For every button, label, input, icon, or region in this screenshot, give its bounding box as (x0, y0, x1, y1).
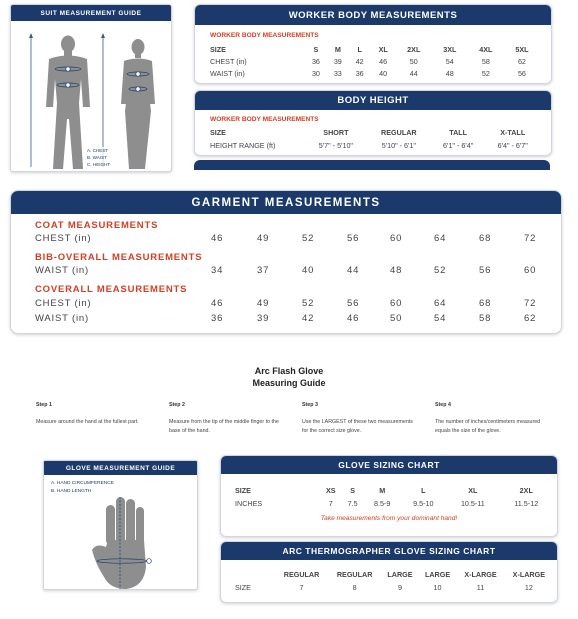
dominant-hand-note: Take measurements from your dominant hand! (320, 515, 458, 522)
chest-row (210, 55, 540, 67)
value-cell: 40 (302, 265, 315, 276)
size-header-row (210, 126, 540, 139)
value-cell: 50 (409, 56, 418, 66)
worker-body-subheader: WORKER BODY MEASUREMENTS (210, 32, 319, 39)
size-header-row (235, 567, 553, 581)
body-height-table (210, 126, 540, 151)
glove-sizing-header: GLOVE SIZING CHART (221, 456, 557, 474)
glove-guide-title-line1: Arc Flash Glove (254, 366, 324, 376)
value-cell: 58 (479, 313, 492, 324)
step-text: Use the LARGEST of these two measurements for the correct size glove. (302, 419, 413, 434)
value-cell: 42 (355, 56, 364, 66)
value-cell: 72 (524, 298, 537, 309)
value-cell: 48 (445, 68, 454, 78)
legend-height: C. HEIGHT (87, 162, 111, 167)
row-label: CHEST (in) (210, 56, 247, 66)
waist-row (210, 67, 540, 79)
thermographer-header: ARC THERMOGRAPHER GLOVE SIZING CHART (221, 542, 557, 560)
step-label: Step 4 (435, 402, 451, 408)
size-cell: L (357, 44, 362, 54)
size-cell: REGULAR (283, 569, 320, 579)
value-cell: 56 (347, 233, 360, 244)
legend-waist: B. WAIST (87, 155, 107, 160)
size-cell: LARGE (424, 569, 451, 579)
coat-chest-row (35, 233, 555, 245)
value-cell: 7.5 (347, 498, 358, 508)
value-cell: 60 (524, 265, 537, 276)
value-cell: 68 (479, 298, 492, 309)
size-cell: 5XL (515, 44, 529, 54)
step-label: Step 2 (169, 402, 185, 408)
size-cell: XS (325, 485, 336, 495)
value-cell: 11 (476, 582, 485, 592)
body-height-header: BODY HEIGHT (195, 91, 551, 110)
value-cell: 39 (257, 313, 270, 324)
step-2 (169, 402, 287, 436)
size-cell: REGULAR (381, 128, 417, 137)
value-cell: 11.5-12 (514, 498, 539, 508)
value-cell: 36 (311, 56, 320, 66)
body-height-card (194, 90, 552, 156)
size-cell: X-TALL (500, 128, 526, 137)
glove-box-legend (51, 480, 114, 496)
value-cell: 9.5-10 (413, 498, 434, 508)
step-label: Step 1 (36, 402, 52, 408)
value-cell: 46 (347, 313, 360, 324)
value-cell: 62 (524, 313, 537, 324)
value-cell: 52 (481, 68, 490, 78)
legend-chest: A. CHEST (87, 148, 109, 153)
value-cell: 5'10" - 6'1" (381, 140, 416, 150)
value-cell: 50 (390, 313, 403, 324)
size-label: SIZE (210, 128, 226, 137)
value-cell: 44 (409, 68, 418, 78)
value-cell: 64 (434, 233, 447, 244)
glove-measurement-guide-title: GLOVE MEASUREMENT GUIDE (44, 461, 197, 475)
glove-measurement-guide-card (43, 460, 198, 590)
coat-section-title: COAT MEASUREMENTS (35, 220, 159, 231)
size-cell: LARGE (387, 569, 413, 579)
value-cell: 6'1" - 6'4" (443, 140, 474, 150)
value-cell: 8.5-9 (373, 498, 391, 508)
step-text: Measure from the tip of the middle finger to the base of the hand. (169, 419, 279, 434)
row-label: WAIST (in) (210, 68, 245, 78)
size-cell: 2XL (519, 485, 533, 495)
size-cell: XL (468, 485, 478, 495)
value-cell: 12 (524, 582, 533, 592)
size-cell: XL (378, 44, 388, 54)
row-label: HEIGHT RANGE (ft) (210, 140, 276, 150)
value-cell: 34 (211, 265, 224, 276)
value-cell: 46 (211, 298, 224, 309)
size-cell: S (313, 44, 319, 54)
worker-body-table (210, 43, 540, 79)
inches-row (235, 497, 553, 509)
value-cell: 46 (379, 56, 388, 66)
row-label: WAIST (in) (35, 265, 89, 276)
step-4 (435, 402, 557, 436)
thermographer-table (235, 567, 553, 593)
value-cell: 49 (257, 233, 270, 244)
value-cell: 30 (311, 68, 320, 78)
value-cell: 60 (390, 233, 403, 244)
value-cell: 64 (434, 298, 447, 309)
size-cell: SHORT (323, 128, 349, 137)
value-cell: 62 (517, 56, 526, 66)
value-cell: 46 (211, 233, 224, 244)
row-label: WAIST (in) (35, 313, 89, 324)
size-cell: M (334, 44, 341, 54)
value-cell: 8 (352, 582, 357, 592)
value-cell: 9 (397, 582, 402, 592)
size-label: SIZE (210, 44, 226, 54)
step-1 (36, 402, 154, 427)
bib-waist-row (35, 265, 555, 277)
value-cell: 52 (302, 298, 315, 309)
size-cell: 2XL (407, 44, 421, 54)
value-cell: 54 (445, 56, 454, 66)
value-cell: 10.5-11 (460, 498, 485, 508)
value-cell: 60 (390, 298, 403, 309)
row-label: CHEST (in) (35, 298, 92, 309)
coverall-section-title: COVERALL MEASUREMENTS (35, 284, 188, 295)
height-range-row (210, 139, 540, 151)
garment-card (10, 190, 562, 334)
glove-sizing-card (220, 455, 558, 537)
value-cell: 36 (355, 68, 364, 78)
value-cell: 7 (299, 582, 304, 592)
value-cell: 5'7" - 5'10" (318, 140, 353, 150)
value-cell: 52 (434, 265, 447, 276)
row-label: CHEST (in) (35, 233, 92, 244)
value-cell: 54 (434, 313, 447, 324)
value-cell: 48 (390, 265, 403, 276)
value-cell: 56 (517, 68, 526, 78)
value-cell: 72 (524, 233, 537, 244)
garment-header: GARMENT MEASUREMENTS (11, 191, 561, 214)
legend-hand-length: B. HAND LENGTH (51, 489, 92, 494)
size-header-row (235, 483, 553, 497)
glove-sizing-table (235, 483, 553, 509)
value-cell: 40 (379, 68, 388, 78)
value-cell: 6'4" - 6'7" (497, 140, 528, 150)
row-label: INCHES (235, 498, 263, 508)
glove-steps (36, 402, 566, 442)
size-cell: M (379, 485, 386, 495)
suit-guide-legend (85, 147, 112, 168)
size-header-row (210, 43, 540, 55)
worker-body-card (194, 4, 552, 84)
suit-guide-title: SUIT MEASUREMENT GUIDE (11, 5, 171, 21)
size-label: SIZE (235, 485, 251, 495)
value-cell: 7 (328, 498, 333, 508)
size-cell: S (350, 485, 356, 495)
value-cell: 37 (257, 265, 270, 276)
bib-overall-section-title: BIB-OVERALL MEASUREMENTS (35, 252, 203, 263)
size-cell: 3XL (443, 44, 457, 54)
size-cell: X-LARGE (512, 569, 545, 579)
value-cell: 42 (302, 313, 315, 324)
worker-body-header: WORKER BODY MEASUREMENTS (195, 5, 551, 25)
value-cell: 52 (302, 233, 315, 244)
coverall-chest-row (35, 298, 555, 310)
coverall-waist-row (35, 313, 555, 325)
value-cell: 68 (479, 233, 492, 244)
suit-guide-card (10, 4, 172, 172)
step-text: The number of inches/centimeters measured equals the size of the glove. (435, 419, 541, 434)
value-cell: 36 (211, 313, 224, 324)
hand-illustration (86, 495, 166, 590)
value-cell: 56 (347, 298, 360, 309)
body-height-subheader: WORKER BODY MEASUREMENTS (210, 116, 319, 123)
step-label: Step 3 (302, 402, 318, 408)
legend-hand-circumference: A. HAND CIRCUMFERENCE (51, 481, 114, 486)
value-cell: 10 (433, 582, 442, 592)
step-3 (302, 402, 420, 436)
glove-guide-title-line2: Measuring Guide (252, 378, 326, 388)
size-cell: X-LARGE (464, 569, 497, 579)
step-text: Measure around the hand at the fullest part. (36, 419, 139, 425)
size-cell: 4XL (479, 44, 493, 54)
value-cell: 33 (333, 68, 342, 78)
cropped-card-edge (194, 160, 550, 170)
size-cell: TALL (449, 128, 468, 137)
value-cell: 56 (479, 265, 492, 276)
value-cell: 49 (257, 298, 270, 309)
size-row (235, 581, 553, 593)
thermographer-card (220, 541, 558, 603)
value-cell: 44 (347, 265, 360, 276)
size-cell: L (421, 485, 426, 495)
glove-guide-title (0, 365, 578, 389)
size-cell: REGULAR (336, 569, 373, 579)
row-label: SIZE (235, 582, 251, 592)
value-cell: 58 (481, 56, 490, 66)
value-cell: 39 (333, 56, 342, 66)
